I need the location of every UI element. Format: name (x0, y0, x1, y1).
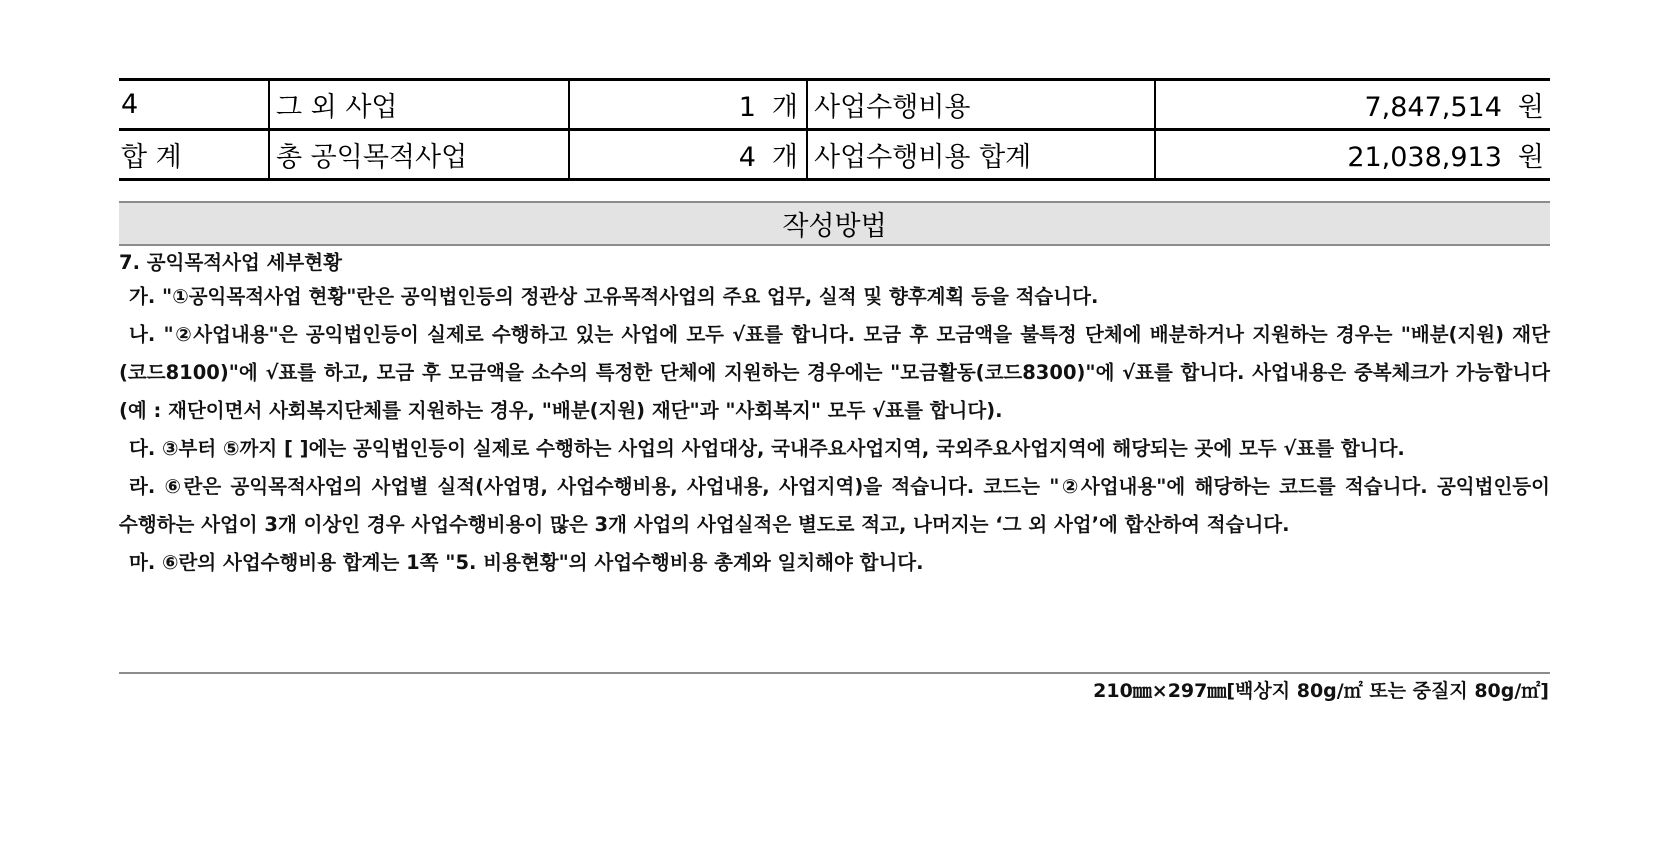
paper-spec: 210㎜×297㎜[백상지 80g/㎡ 또는 중질지 80g/㎡] (1093, 680, 1549, 702)
amount-unit: 원 (1517, 92, 1544, 123)
section-title: 7. 공익목적사업 세부현황 (119, 251, 342, 274)
cost-label: 사업수행비용 (807, 80, 1155, 130)
business-count-cell (569, 80, 807, 130)
count-unit: 개 (771, 92, 798, 123)
instruction-paragraph-ma: 마. ⑥란의 사업수행비용 합계는 1쪽 "5. 비용현황"의 사업수행비용 총계와 일치해야 합니다. (129, 551, 924, 574)
instructions-body (119, 248, 1550, 582)
instruction-paragraph-da: 다. ③부터 ⑤까지 [ ]에는 공익법인등이 실제로 수행하는 사업의 사업대상, 국내주요사업지역, 국외주요사업지역에 해당되는 곳에 모두 √표를 합니다. (129, 437, 1405, 460)
business-count: 4 (738, 142, 756, 173)
amount-unit: 원 (1517, 142, 1544, 173)
bottom-divider (119, 672, 1550, 674)
business-count-cell (569, 130, 807, 180)
business-count: 1 (738, 92, 756, 123)
instruction-paragraph-ra: 라. ⑥란은 공익목적사업의 사업별 실적(사업명, 사업수행비용, 사업내용, 사업지역)을 적습니다. 코드는 "②사업내용"에 해당하는 코드를 적습니다. 공익법인등이 수행하는 사업이 3개 이상인 경우 사업수행비용이 많은 3개 사업의 사업실적은 별도로 적고, 나머지는 ‘그 외 사업’에 합산하여 적습니다. (119, 475, 1550, 536)
row-number: 합 계 (119, 130, 269, 180)
cost-label: 사업수행비용 합계 (807, 130, 1155, 180)
instructions-header: 작성방법 (119, 201, 1550, 246)
cost-amount-cell (1155, 80, 1550, 130)
cost-amount: 21,038,913 (1347, 142, 1502, 173)
cost-amount-cell (1155, 130, 1550, 180)
summary-table (119, 78, 1550, 181)
table-row (119, 130, 1550, 180)
business-category: 총 공익목적사업 (269, 130, 569, 180)
cost-amount: 7,847,514 (1364, 92, 1502, 123)
business-category: 그 외 사업 (269, 80, 569, 130)
instruction-paragraph-ga: 가. "①공익목적사업 현황"란은 공익법인등의 정관상 고유목적사업의 주요 업무, 실적 및 향후계획 등을 적습니다. (129, 285, 1099, 308)
instruction-paragraph-na: 나. "②사업내용"은 공익법인등이 실제로 수행하고 있는 사업에 모두 √표를 합니다. 모금 후 모금액을 불특정 단체에 배분하거나 지원하는 경우는 "배분(지원) 재단(코드8100)"에 √표를 하고, 모금 후 모금액을 소수의 특정한 단체에 지원하는 경우에는 "모금활동(코드8300)"에 √표를 합니다. 사업내용은 중복체크가 가능합니다(예 : 재단이면서 사회복지단체를 지원하는 경우, "배분(지원) 재단"과 "사회복지" 모두 √표를 합니다). (119, 323, 1550, 422)
row-number: 4 (119, 80, 269, 130)
table-row (119, 80, 1550, 130)
count-unit: 개 (771, 142, 798, 173)
